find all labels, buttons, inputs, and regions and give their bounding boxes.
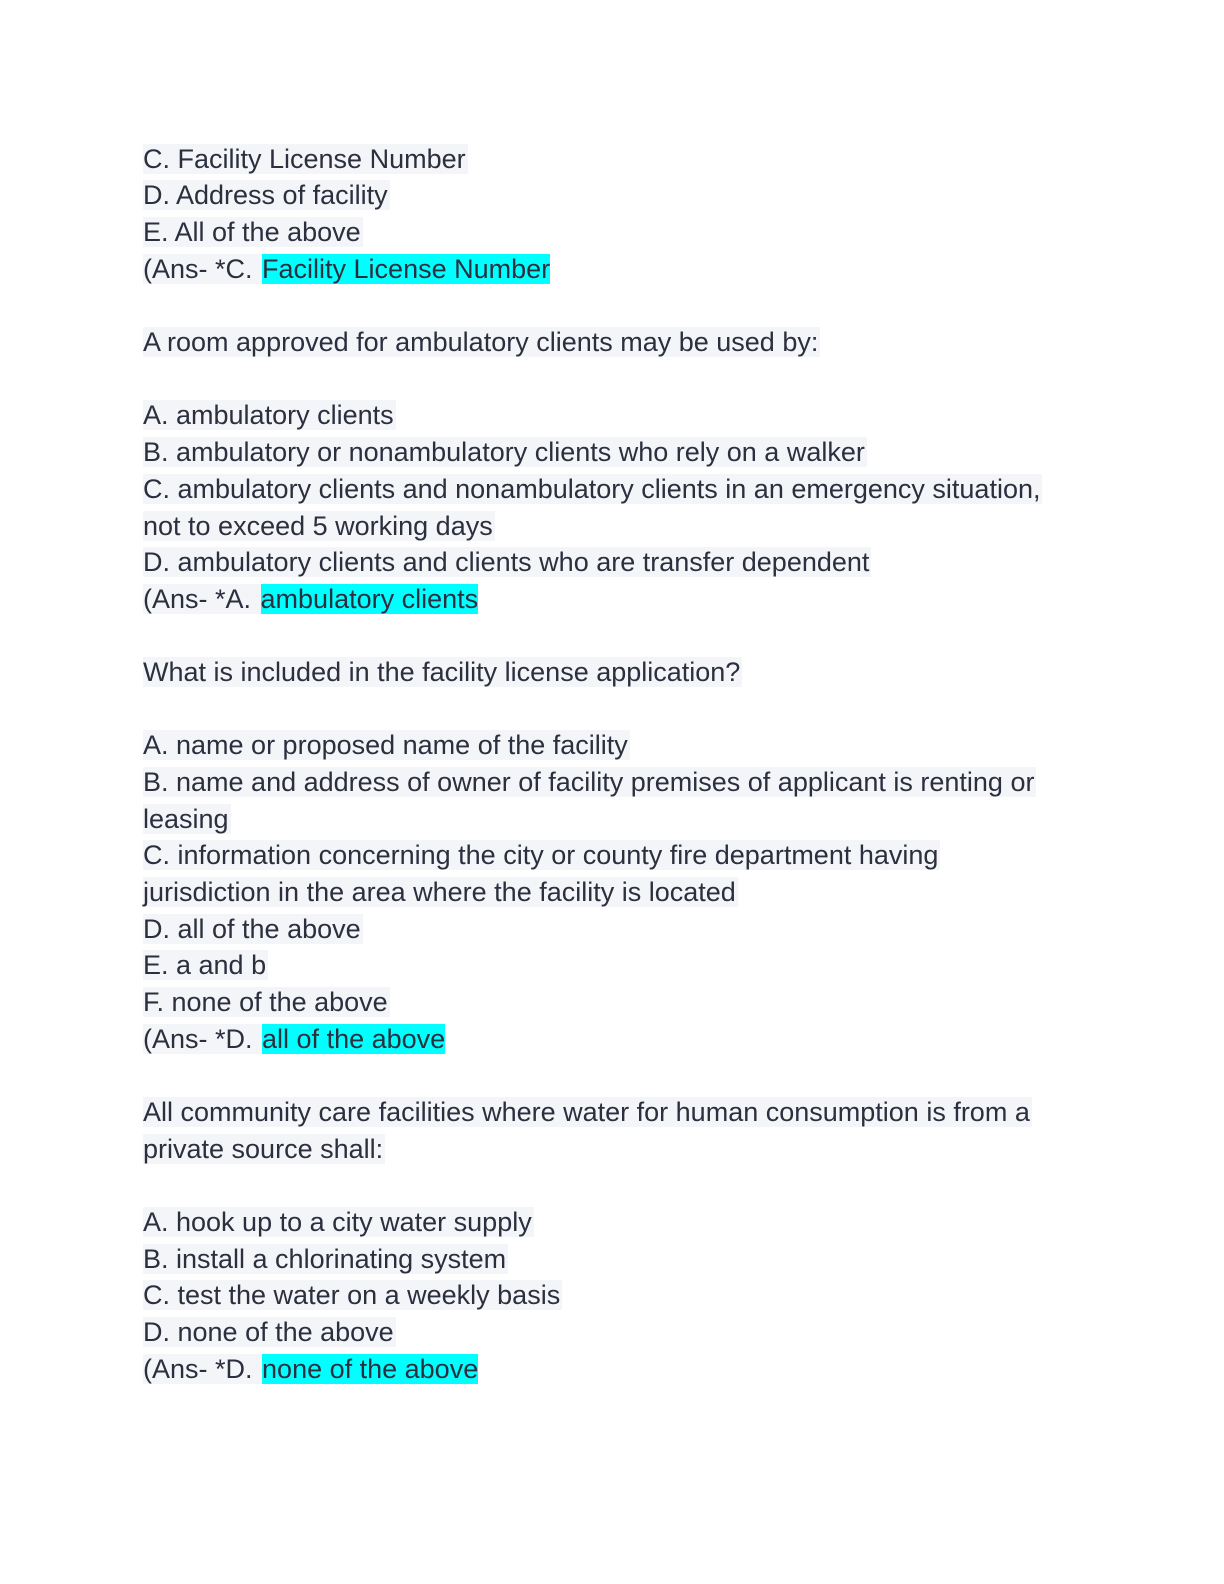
option-a bbox=[143, 397, 396, 433]
option-c-continued bbox=[143, 508, 495, 544]
option-e bbox=[143, 214, 363, 250]
option-d-text: D. none of the above bbox=[143, 1317, 394, 1347]
answer-prefix: (Ans- *D. bbox=[143, 1354, 261, 1384]
option-c bbox=[143, 141, 468, 177]
answer-highlight: Facility License Number bbox=[262, 254, 551, 284]
option-e-text: E. a and b bbox=[143, 950, 267, 980]
option-c-text: C. Facility License Number bbox=[143, 144, 466, 174]
answer-highlight: none of the above bbox=[262, 1354, 479, 1384]
option-f bbox=[143, 984, 390, 1020]
option-c-text: C. information concerning the city or county fire department having bbox=[143, 840, 939, 870]
option-d bbox=[143, 544, 871, 580]
option-d bbox=[143, 177, 390, 213]
option-d bbox=[143, 911, 363, 947]
option-c bbox=[143, 837, 940, 873]
answer-highlight: ambulatory clients bbox=[260, 584, 479, 614]
option-d-text: D. Address of facility bbox=[143, 180, 388, 210]
option-c-text-continued: not to exceed 5 working days bbox=[143, 511, 493, 541]
question-text: A room approved for ambulatory clients may be used by: bbox=[143, 327, 819, 357]
option-e bbox=[143, 947, 268, 983]
option-a bbox=[143, 727, 630, 763]
answer-prefix: (Ans- *D. bbox=[143, 1024, 261, 1054]
option-d-text: D. ambulatory clients and clients who are transfer dependent bbox=[143, 547, 870, 577]
option-c-text-continued: jurisdiction in the area where the facility is located bbox=[143, 877, 736, 907]
option-b-continued bbox=[143, 801, 231, 837]
option-b-text: B. name and address of owner of facility premises of applicant is renting or bbox=[143, 767, 1035, 797]
option-b bbox=[143, 434, 867, 470]
question bbox=[143, 1094, 1032, 1130]
answer-line bbox=[143, 1021, 445, 1057]
option-c bbox=[143, 471, 1042, 507]
question-continued bbox=[143, 1131, 385, 1167]
option-b-text: B. install a chlorinating system bbox=[143, 1244, 507, 1274]
answer-line bbox=[143, 581, 478, 617]
question-text-continued: private source shall: bbox=[143, 1134, 384, 1164]
option-d bbox=[143, 1314, 396, 1350]
option-c-continued bbox=[143, 874, 738, 910]
option-b bbox=[143, 764, 1036, 800]
option-a-text: A. hook up to a city water supply bbox=[143, 1207, 532, 1237]
option-d-text: D. all of the above bbox=[143, 914, 361, 944]
option-b-text: B. ambulatory or nonambulatory clients who rely on a walker bbox=[143, 437, 865, 467]
answer-line bbox=[143, 251, 550, 287]
option-b-text-continued: leasing bbox=[143, 804, 229, 834]
question bbox=[143, 654, 742, 690]
option-c-text: C. test the water on a weekly basis bbox=[143, 1280, 561, 1310]
question-text: All community care facilities where water for human consumption is from a bbox=[143, 1097, 1030, 1127]
answer-highlight: all of the above bbox=[262, 1024, 446, 1054]
option-c bbox=[143, 1277, 562, 1313]
option-a-text: A. name or proposed name of the facility bbox=[143, 730, 628, 760]
answer-prefix: (Ans- *A. bbox=[143, 584, 259, 614]
option-a-text: A. ambulatory clients bbox=[143, 400, 394, 430]
answer-prefix: (Ans- *C. bbox=[143, 254, 261, 284]
option-a bbox=[143, 1204, 534, 1240]
option-b bbox=[143, 1241, 508, 1277]
option-f-text: F. none of the above bbox=[143, 987, 388, 1017]
answer-line bbox=[143, 1351, 478, 1387]
question-text: What is included in the facility license application? bbox=[143, 657, 741, 687]
option-c-text: C. ambulatory clients and nonambulatory clients in an emergency situation, bbox=[143, 474, 1041, 504]
option-e-text: E. All of the above bbox=[143, 217, 361, 247]
question bbox=[143, 324, 820, 360]
